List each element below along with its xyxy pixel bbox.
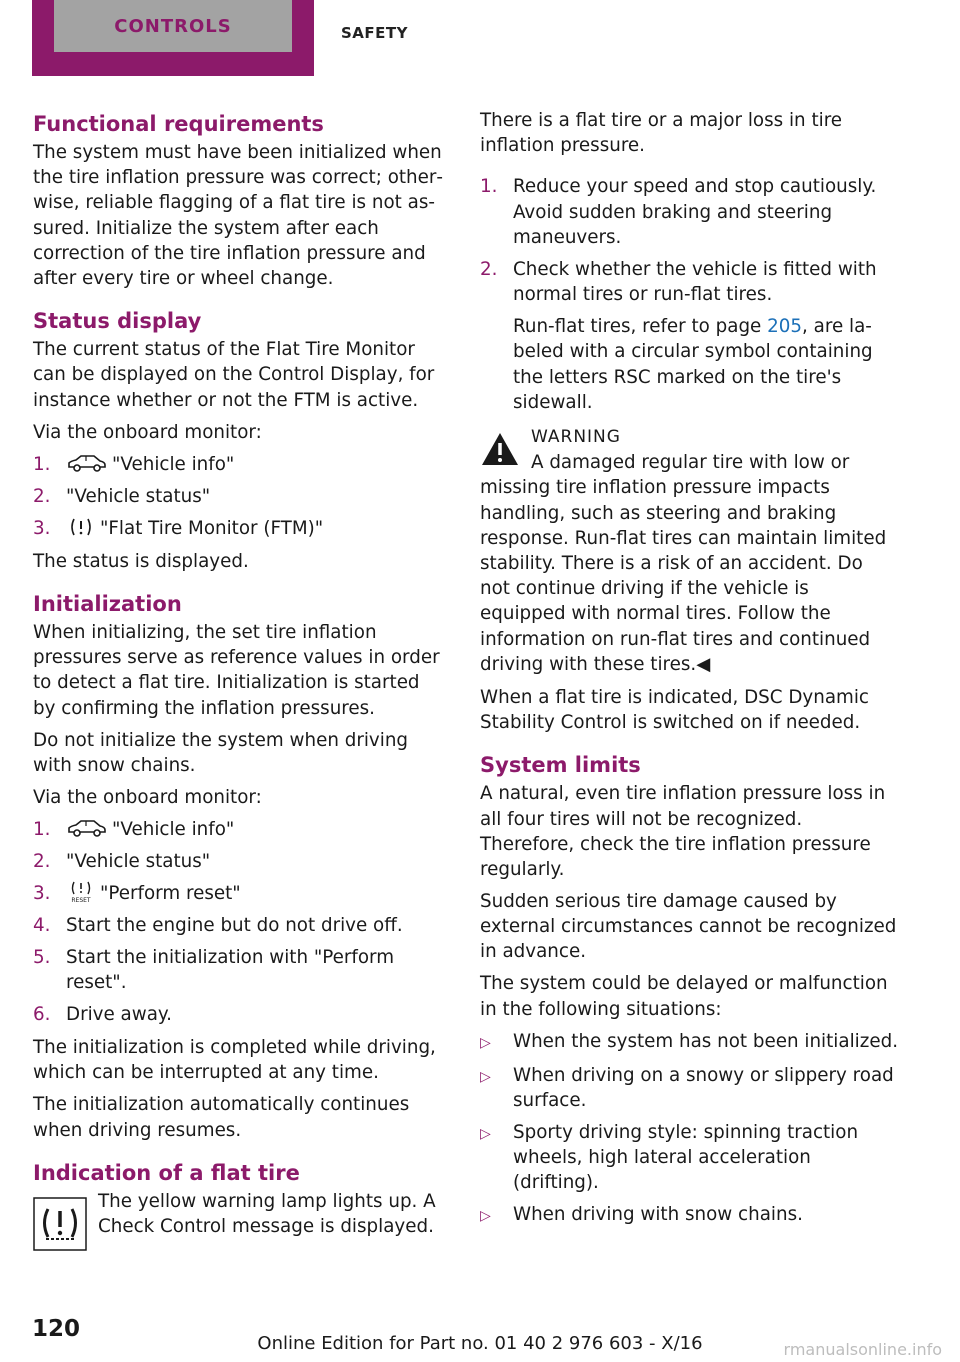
status-via-monitor: Via the onboard monitor: [33,421,262,443]
bullet-triangle-icon: ▷ [480,1208,491,1225]
flat-tire-paragraph: The yellow warning lamp lights up. A Check Control message is displayed. [98,1190,436,1238]
heading-functional-requirements: Functional requirements [33,112,324,136]
list-item [480,1202,898,1229]
bullet-triangle-icon: ▷ [480,1125,491,1142]
step-number: 2. [33,485,51,507]
status-paragraph: The current status of the Flat Tire Monitor can be displayed on the Control Display, for instance whether or not the FTM is active. [33,339,435,411]
heading-status-display: Status display [33,309,202,334]
step-text: "Vehicle status" [66,850,211,872]
limits-paragraph-1: A natural, even tire inflation pressure loss in all four tires will not be recognized. Therefore, check the tire inflation pressure regularly. [480,783,886,881]
limits-bullets [480,1029,898,1230]
flat-tire-intro: There is a flat tire or a major loss in tire inflation pressure. [480,110,843,157]
reset-icon [66,881,96,903]
list-item [33,516,447,541]
section-flat-tire-indication [33,1157,447,1239]
list-item [33,817,447,842]
status-steps [33,452,447,541]
dsc-paragraph: When a flat tire is indicated, DSC Dynamic Stability Control is switched on if needed. [480,687,869,734]
car-icon [66,453,108,473]
right-column [480,108,898,1238]
tab-safety[interactable]: SAFETY [341,24,408,42]
step-text: "Vehicle status" [66,485,211,507]
step-number: 3. [33,517,51,539]
init-steps [33,817,447,1027]
list-item [480,174,898,250]
list-item [33,945,447,995]
limits-paragraph-2: Sudden serious tire damage caused by external circumstances cannot be recognized in advance. [480,891,897,963]
bullet-triangle-icon: ▷ [480,1034,491,1051]
step-number: 6. [33,1004,51,1026]
bullet-text: Sporty driving style: spinning traction wheels, high lateral acceleration (drifting). [513,1121,859,1194]
tab-controls-label: CONTROLS [54,0,292,52]
bullet-text: When driving with snow chains. [513,1204,803,1226]
header-tabbar [0,0,960,76]
heading-system-limits: System limits [480,753,641,778]
step-number: 1. [33,818,51,840]
step-number: 1. [33,453,51,475]
init-paragraph-2: Do not initialize the system when driving with snow chains. [33,729,409,776]
page-link-205[interactable]: 205 [767,316,803,338]
step-text: Drive away. [66,1004,172,1026]
list-item [33,484,447,509]
step-text: "Vehicle info" [112,453,235,475]
warning-body: A damaged regular tire with low or missing tire inflation pressure impacts handling, such as steering and braking response. Run-flat tires can maintain limited stability. There is a risk of an accident. Do not continue driving if the vehicle is equipped with normal tires. Follow the information on run-flat tires and continued driving with these tires.◀ [480,452,887,675]
heading-flat-tire: Indication of a flat tire [33,1160,300,1185]
tab-controls[interactable] [32,0,314,76]
step-number: 5. [33,946,51,968]
flat-tire-lamp-block [33,1189,447,1239]
functional-paragraph: The system must have been initialized when the tire inflation pressure was correct; otherwise, reliable flagging of a flat tire is not assured. Initialize the system after each correction of the tire inflation pressure and after every tire or wheel change. [33,142,444,290]
step-text: Reduce your speed and stop cautiously. Avoid sudden braking and steering maneuvers. [513,176,877,248]
step-number: 1. [480,176,498,198]
runflat-text-pre: Run-flat tires, refer to page [513,316,768,338]
step-number: 2. [480,258,498,280]
init-via-monitor: Via the onboard monitor: [33,786,262,808]
bullet-text: When the system has not been initialized. [513,1030,899,1052]
list-item [480,1120,898,1196]
tire-warning-lamp-icon [33,1197,87,1251]
step-text: "Flat Tire Monitor (FTM)" [100,517,324,539]
step-text: Start the initialization with "Perform reset". [66,946,395,994]
status-displayed-text: The status is displayed. [33,550,249,572]
list-item [33,913,447,938]
init-paragraph-1: When initializing, the set tire inflation pressures serve as reference values in order to detect a flat tire. Initialization is started by confirming the inflation pressures. [33,622,440,719]
car-icon [66,818,108,838]
warning-title: WARNING [531,427,621,448]
init-paragraph-4: The initialization is completed while driving, which can be interrupted at any time. [33,1037,436,1084]
runflat-text-post: , are labeled with a circular symbol containing the letters RSC marked on the tire's sidewall. [513,316,873,413]
list-item [33,452,447,477]
step-number: 4. [33,914,51,936]
bullet-triangle-icon: ▷ [480,1068,491,1085]
step-number: 2. [33,850,51,872]
reset-icon-label: RESET [71,896,91,903]
step-text: "Vehicle info" [112,818,235,840]
footer-edition: Online Edition for Part no. 01 40 2 976 603 - X/16 [257,1333,703,1354]
step-text: Start the engine but do not drive off. [66,914,403,936]
step-text: Check whether the vehicle is fitted with normal tires or run-flat tires. [513,258,877,306]
list-item [33,881,447,906]
step-number: 3. [33,882,51,904]
step-text: "Perform reset" [100,882,241,904]
section-initialization [33,588,447,1143]
list-item [480,1029,898,1056]
watermark: rmanualsonline.info [783,1340,942,1359]
list-item [480,257,898,415]
limits-paragraph-3: The system could be delayed or malfunction in the following situations: [480,973,888,1020]
warning-box [480,425,898,677]
warning-triangle-icon [480,431,520,467]
section-system-limits [480,749,898,1229]
bullet-text: When driving on a snowy or slippery road surface. [513,1064,894,1111]
flat-tire-steps [480,174,898,415]
left-column [33,108,447,1246]
section-functional-requirements [33,108,447,291]
page-number: 120 [32,1316,81,1342]
init-paragraph-5: The initialization automatically continues when driving resumes. [33,1094,410,1141]
list-item [33,849,447,874]
list-item [480,1063,898,1113]
section-status-display [33,305,447,574]
tire-pressure-icon [66,516,96,538]
runflat-note [513,314,898,415]
list-item [33,1002,447,1027]
heading-initialization: Initialization [33,592,182,617]
